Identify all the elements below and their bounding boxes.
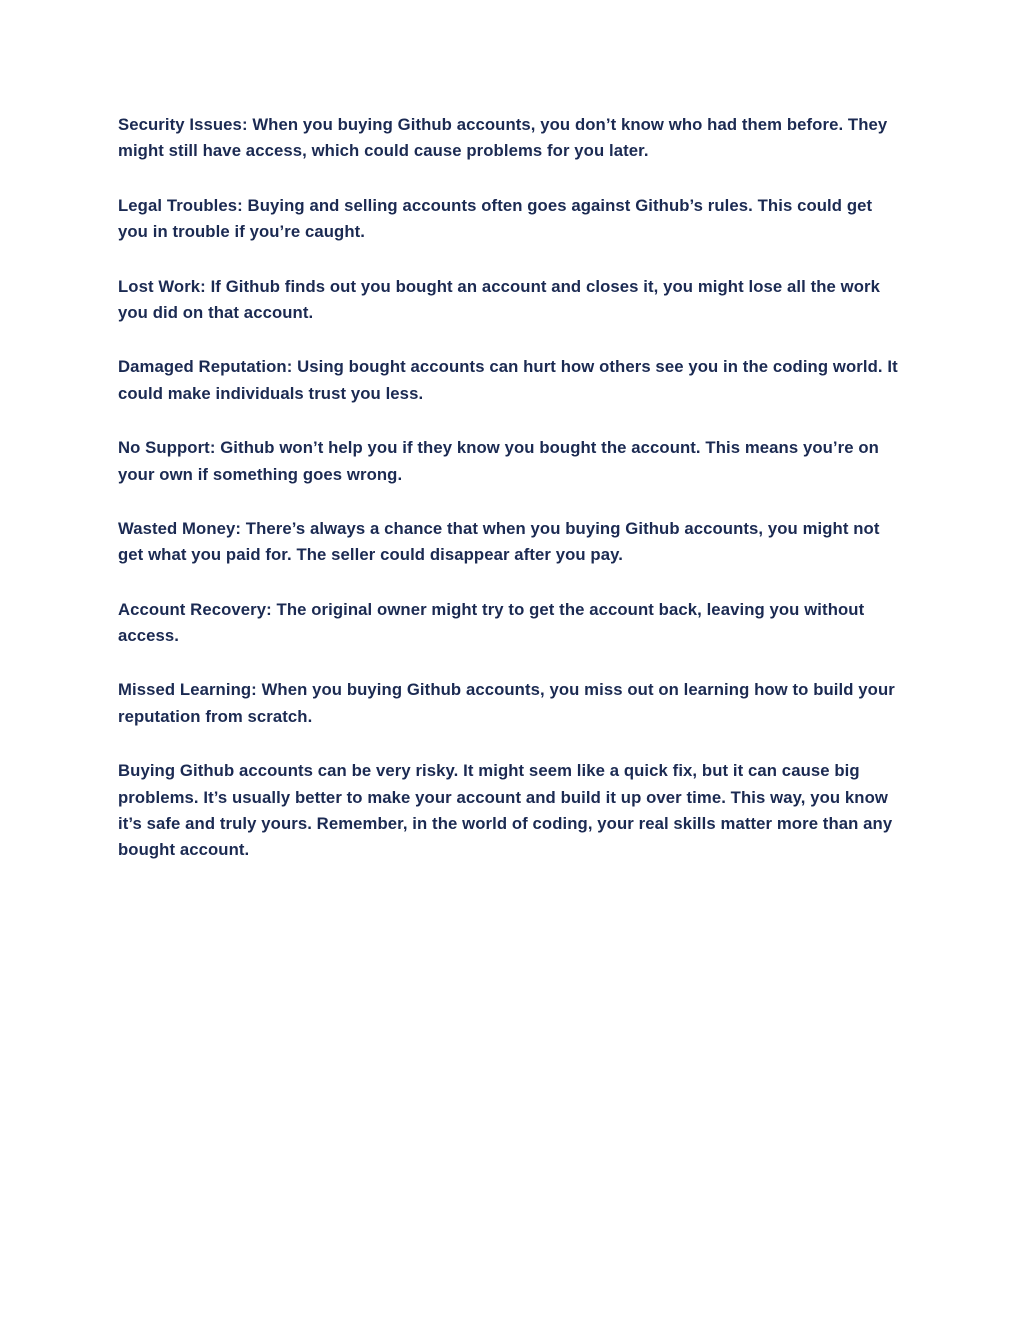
paragraph-legal-troubles: Legal Troubles: Buying and selling accounts often goes against Github’s rules. This could get you in trouble if you’re caught.	[118, 195, 873, 242]
paragraph-damaged-reputation: Damaged Reputation: Using bought accounts can hurt how others see you in the coding world. It could make individuals trust you less.	[118, 357, 898, 403]
paragraph-conclusion: Buying Github accounts can be very risky. It might seem like a quick fix, but it can cause big problems. It’s usually better to make your account and build it up over time. This way, you know it’s safe and truly yours. Remember, in the world of coding, your real skills matter more than any bought account.	[118, 761, 893, 860]
paragraph-no-support: No Support: Github won’t help you if they know you bought the account. This means you’re on your own if something goes wrong.	[118, 438, 879, 484]
paragraph-security-issues: Security Issues: When you buying Github accounts, you don’t know who had them before. They might still have access, which could cause problems for you later.	[118, 115, 888, 161]
paragraph-missed-learning: Missed Learning: When you buying Github accounts, you miss out on learning how to build your reputation from scratch.	[118, 680, 895, 726]
document-body	[118, 112, 900, 864]
paragraph-lost-work: Lost Work: If Github finds out you bought an account and closes it, you might lose all the work you did on that account.	[118, 276, 881, 322]
paragraph-account-recovery: Account Recovery: The original owner might try to get the account back, leaving you without access.	[118, 599, 865, 646]
paragraph-wasted-money: Wasted Money: There’s always a chance that when you buying Github accounts, you might not get what you paid for. The seller could disappear after you pay.	[118, 518, 880, 565]
